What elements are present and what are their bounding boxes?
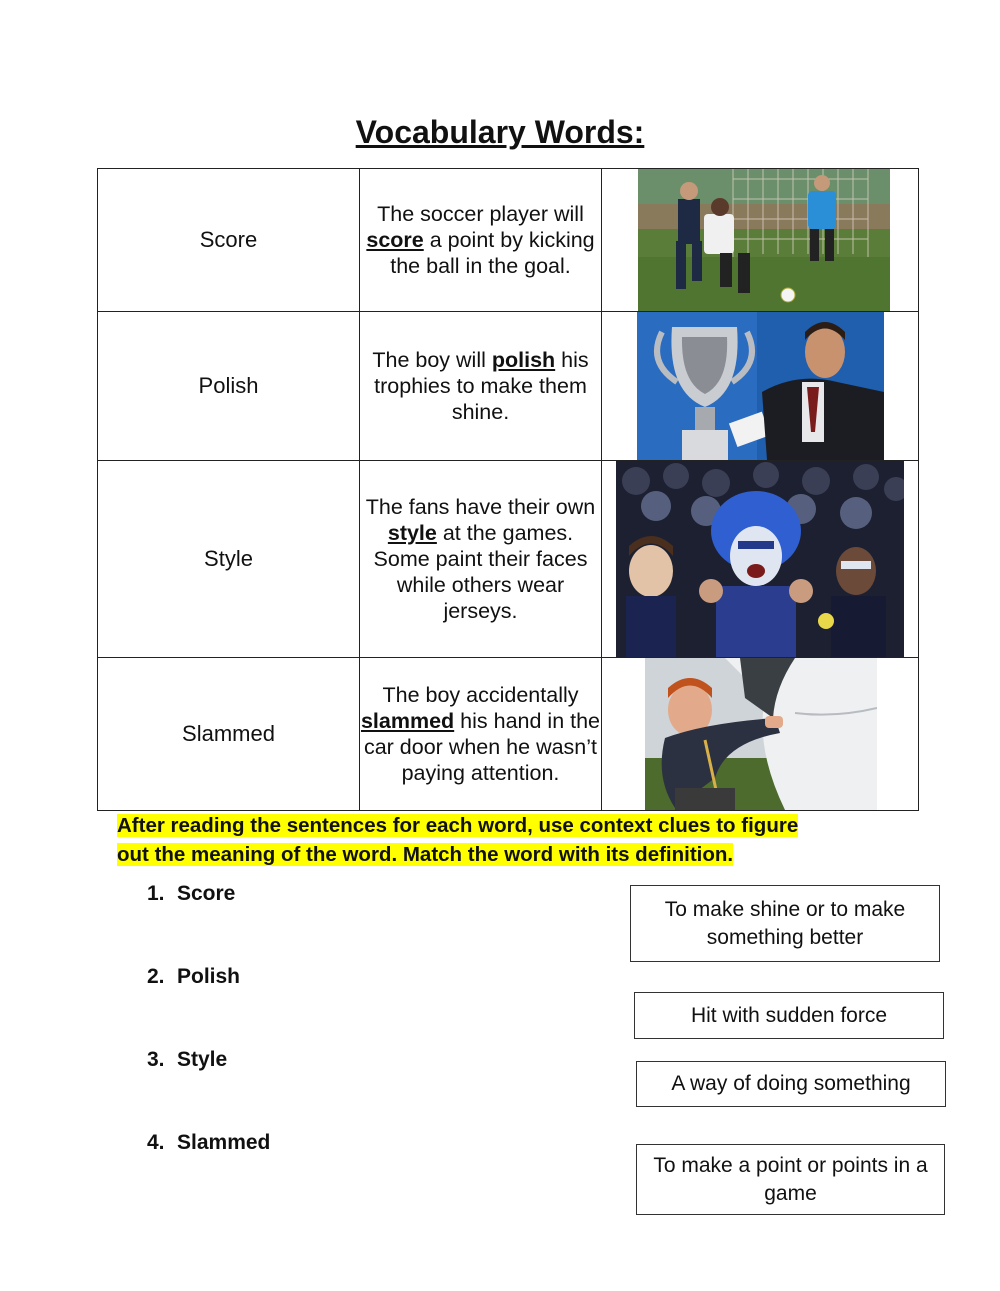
page-title: Vocabulary Words: bbox=[355, 114, 645, 150]
picture-cell bbox=[602, 312, 919, 461]
vocab-sentence: The soccer player will score a point by kicking the ball in the goal. bbox=[360, 169, 602, 312]
list-item[interactable]: 3. Style bbox=[147, 1048, 228, 1071]
key-word: score bbox=[366, 228, 424, 252]
vocab-word: Slammed bbox=[98, 658, 360, 811]
picture-cell bbox=[602, 461, 919, 658]
vocab-word: Score bbox=[98, 169, 360, 312]
painted-fans-photo bbox=[616, 461, 904, 657]
vocabulary-table bbox=[97, 168, 919, 811]
instructions: After reading the sentences for each word, use context clues to figure out the meaning of the word. Match the word with its definition. bbox=[117, 814, 799, 866]
table-row bbox=[98, 658, 919, 811]
picture-cell bbox=[602, 658, 919, 811]
vocab-word: Style bbox=[98, 461, 360, 658]
definition-box[interactable]: Hit with sudden force bbox=[634, 992, 944, 1039]
list-item[interactable]: 1. Score bbox=[147, 882, 236, 905]
definition-box[interactable]: To make a point or points in a game bbox=[636, 1144, 945, 1215]
table-row bbox=[98, 169, 919, 312]
key-word: style bbox=[387, 521, 437, 545]
vocab-sentence: The boy accidentally slammed his hand in the car door when he wasn’t paying attention. bbox=[360, 658, 602, 811]
picture-cell bbox=[602, 169, 919, 312]
trophy-polishing-photo bbox=[637, 312, 884, 460]
list-item[interactable]: 4. Slammed bbox=[147, 1131, 271, 1154]
table-row bbox=[98, 461, 919, 658]
vocab-sentence: The boy will polish his trophies to make them shine. bbox=[360, 312, 602, 461]
definition-box[interactable]: A way of doing something bbox=[636, 1061, 946, 1107]
car-door-photo bbox=[645, 658, 877, 810]
list-item[interactable]: 2. Polish bbox=[147, 965, 241, 988]
vocab-sentence: The fans have their own style at the games. Some paint their faces while others wear jerseys. bbox=[360, 461, 602, 658]
key-word: slammed bbox=[360, 709, 455, 733]
definition-box[interactable]: To make shine or to make something better bbox=[630, 885, 940, 962]
soccer-players-photo bbox=[638, 169, 890, 311]
table-row bbox=[98, 312, 919, 461]
vocab-word: Polish bbox=[98, 312, 360, 461]
key-word: polish bbox=[491, 348, 556, 372]
